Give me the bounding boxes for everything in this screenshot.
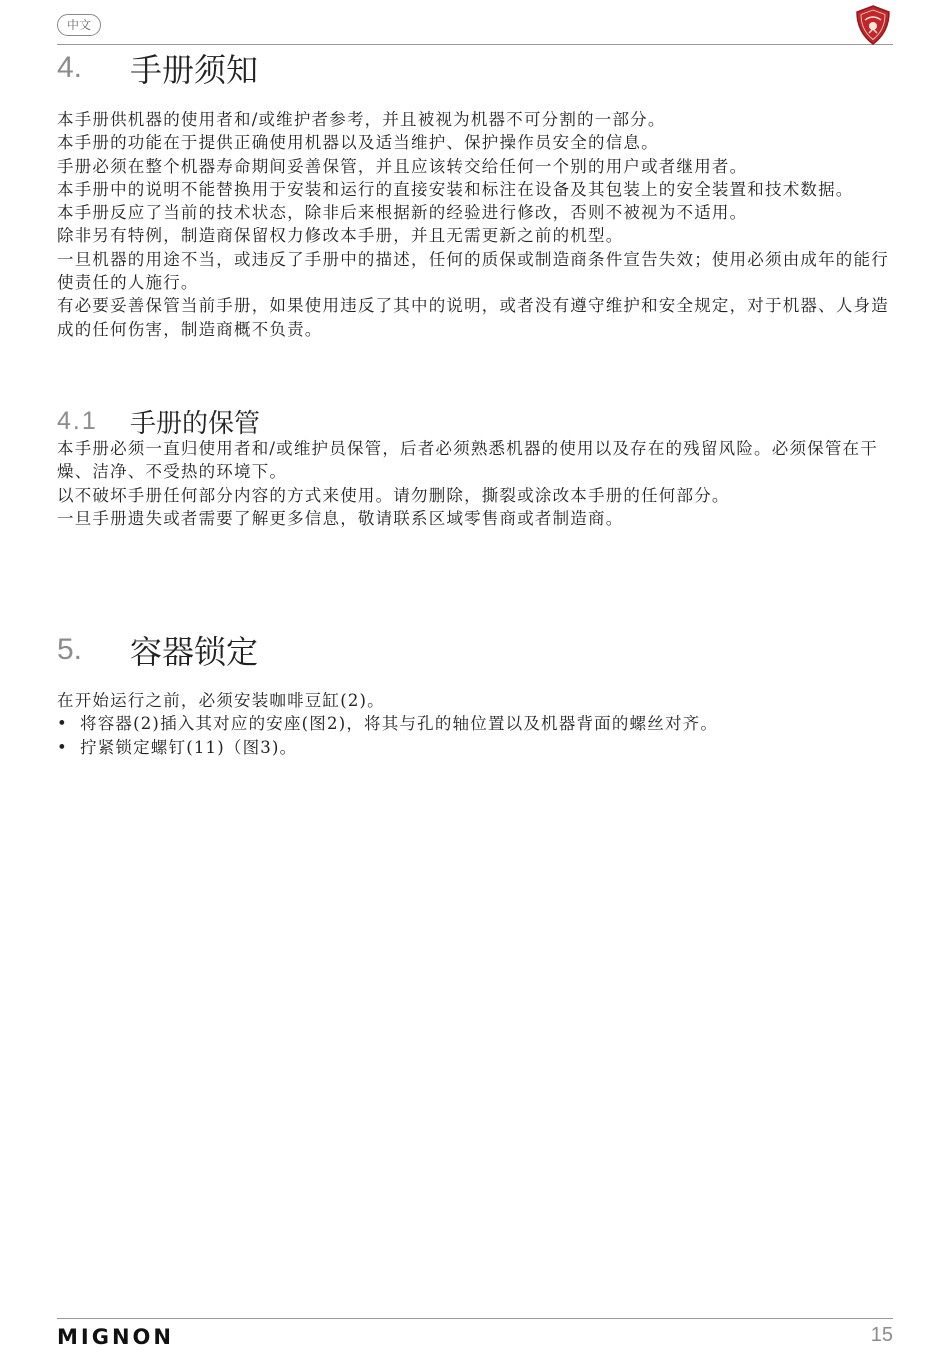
brand-shield-logo-icon [852, 4, 894, 46]
footer-divider [57, 1318, 893, 1319]
section-4-1-body [57, 437, 897, 530]
section-4-body [57, 108, 897, 341]
section-title: 手册的保管 [130, 408, 261, 439]
paragraph: 一旦机器的用途不当，或违反了手册中的描述，任何的质保或制造商条件宣告失效；使用必须由成年的能行使责任的人施行。 [57, 249, 889, 293]
section-5-body [57, 689, 897, 759]
bullet: • [57, 737, 68, 757]
section-number: 5. [57, 633, 83, 666]
paragraph: 以不破坏手册任何部分内容的方式来使用。请勿删除，撕裂或涂改本手册的任何部分。 [57, 485, 730, 505]
section-title: 容器锁定 [130, 633, 259, 671]
paragraph: 在开始运行之前，必须安装咖啡豆缸(2)。 [57, 691, 385, 710]
paragraph: 本手册必须一直归使用者和/或维护员保管，后者必须熟悉机器的使用以及存在的残留风险。必须保管在干燥、洁净、不受热的环境下。 [57, 439, 878, 482]
page-number: 15 [870, 1324, 893, 1346]
brand-wordmark: MIGNON [57, 1325, 174, 1349]
section-number: 4. [57, 51, 83, 84]
paragraph: 本手册中的说明不能替换用于安装和运行的直接安装和标注在设备及其包装上的安全装置和技术数据。 [57, 179, 854, 199]
paragraph: 手册必须在整个机器寿命期间妥善保管，并且应该转交给任何一个别的用户或者继用者。 [57, 156, 748, 176]
bullet: • [57, 714, 68, 734]
section-4-heading [57, 46, 258, 90]
instruction-list [57, 712, 897, 759]
paragraph: 本手册的功能在于提供正确使用机器以及适当维护、保护操作员安全的信息。 [57, 133, 659, 153]
section-5-heading [57, 628, 258, 672]
section-title: 手册须知 [130, 51, 259, 89]
paragraph: 除非另有特例，制造商保留权力修改本手册，并且无需更新之前的机型。 [57, 226, 624, 246]
list-item-text: 将容器(2)插入其对应的安座(图2)，将其与孔的轴位置以及机器背面的螺丝对齐。 [80, 714, 719, 734]
list-item-text: 拧紧锁定螺钉(11)（图3)。 [80, 737, 298, 757]
section-number: 4.1 [57, 406, 98, 435]
paragraph: 一旦手册遗失或者需要了解更多信息，敬请联系区域零售商或者制造商。 [57, 508, 624, 528]
paragraph: 本手册反应了当前的技术状态，除非后来根据新的经验进行修改，否则不被视为不适用。 [57, 203, 748, 223]
section-4-1-heading [57, 404, 260, 438]
list-item [57, 736, 897, 759]
list-item [57, 712, 897, 735]
paragraph: 有必要妥善保管当前手册，如果使用违反了其中的说明，或者没有遵守维护和安全规定，对于机器、人身造成的任何伤害，制造商概不负责。 [57, 296, 889, 339]
language-badge: 中文 [57, 14, 101, 36]
paragraph: 本手册供机器的使用者和/或维护者参考，并且被视为机器不可分割的一部分。 [57, 110, 666, 129]
